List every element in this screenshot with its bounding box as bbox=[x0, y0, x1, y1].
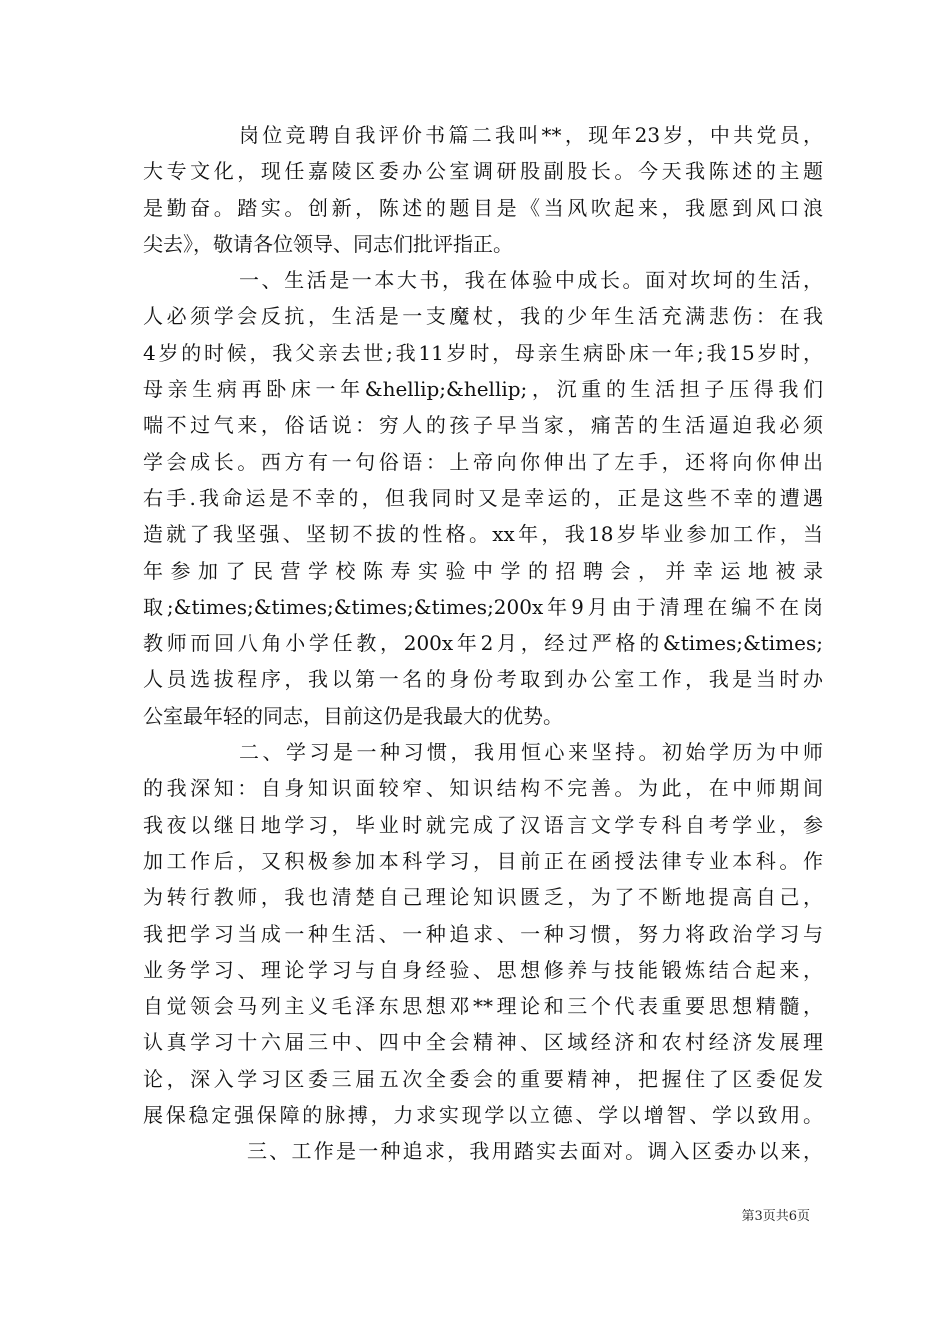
text-line: 右手.我命运是不幸的，但我同时又是幸运的，正是这些不幸的遭遇 bbox=[143, 485, 823, 510]
text-line: 认真学习十六届三中、四中全会精神、区域经济和农村经济发展理 bbox=[143, 1030, 823, 1055]
text-line: 人员选拔程序，我以第一名的身份考取到办公室工作，我是当时办 bbox=[143, 667, 823, 692]
text-line: 自觉领会马列主义毛泽东思想邓**理论和三个代表重要思想精髓， bbox=[143, 994, 823, 1019]
body-text bbox=[143, 117, 823, 1170]
text-line: 为转行教师，我也清楚自己理论知识匮乏，为了不断地提高自己， bbox=[143, 885, 823, 910]
text-line: 教师而回八角小学任教，200x年2月，经过严格的&times;&times; bbox=[143, 631, 823, 656]
text-line: 展保稳定强保障的脉搏，力求实现学以立德、学以增智、学以致用。 bbox=[143, 1103, 823, 1128]
text-line: 三、工作是一种追求，我用踏实去面对。调入区委办以来， bbox=[247, 1139, 823, 1164]
text-line: 学会成长。西方有一句俗语：上帝向你伸出了左手，还将向你伸出 bbox=[143, 449, 823, 474]
text-line: 喘不过气来，俗话说：穷人的孩子早当家，痛苦的生活逼迫我必须 bbox=[143, 413, 823, 438]
text-line: 尖去》，敬请各位领导、同志们批评指正。 bbox=[143, 231, 513, 256]
text-line: 人必须学会反抗，生活是一支魔杖，我的少年生活充满悲伤：在我 bbox=[143, 304, 823, 329]
text-line: 大专文化，现任嘉陵区委办公室调研股副股长。今天我陈述的主题 bbox=[143, 159, 823, 184]
text-line: 二、学习是一种习惯，我用恒心来坚持。初始学历为中师 bbox=[239, 740, 823, 765]
text-line: 母亲生病再卧床一年&hellip;&hellip;，沉重的生活担子压得我们 bbox=[143, 377, 823, 402]
page-number: 第3页共6页 bbox=[741, 1209, 810, 1224]
text-line: 我夜以继日地学习，毕业时就完成了汉语言文学专科自考学业，参 bbox=[143, 812, 823, 837]
text-line: 公室最年轻的同志，目前这仍是我最大的优势。 bbox=[143, 703, 563, 728]
text-line: 取;&times;&times;&times;&times;200x年9月由于清理在编不在岗 bbox=[143, 594, 823, 619]
text-line: 加工作后，又积极参加本科学习，目前正在函授法律专业本科。作 bbox=[143, 848, 823, 873]
text-line: 年参加了民营学校陈寿实验中学的招聘会，并幸运地被录 bbox=[143, 558, 823, 583]
text-line: 是勤奋。踏实。创新，陈述的题目是《当风吹起来，我愿到风口浪 bbox=[143, 195, 823, 220]
text-line: 我把学习当成一种生活、一种追求、一种习惯，努力将政治学习与 bbox=[143, 921, 823, 946]
text-line: 业务学习、理论学习与自身经验、思想修养与技能锻炼结合起来， bbox=[143, 957, 823, 982]
text-line: 岗位竞聘自我评价书篇二我叫**，现年23岁，中共党员， bbox=[239, 123, 823, 147]
text-line: 一、生活是一本大书，我在体验中成长。面对坎坷的生活， bbox=[239, 268, 823, 293]
text-line: 论，深入学习区委三届五次全委会的重要精神，把握住了区委促发 bbox=[143, 1066, 823, 1091]
text-line: 造就了我坚强、坚韧不拔的性格。xx年，我18岁毕业参加工作，当 bbox=[143, 522, 823, 547]
text-line: 4岁的时候，我父亲去世;我11岁时，母亲生病卧床一年;我15岁时， bbox=[143, 340, 823, 365]
text-line: 的我深知：自身知识面较窄、知识结构不完善。为此，在中师期间 bbox=[143, 776, 823, 801]
